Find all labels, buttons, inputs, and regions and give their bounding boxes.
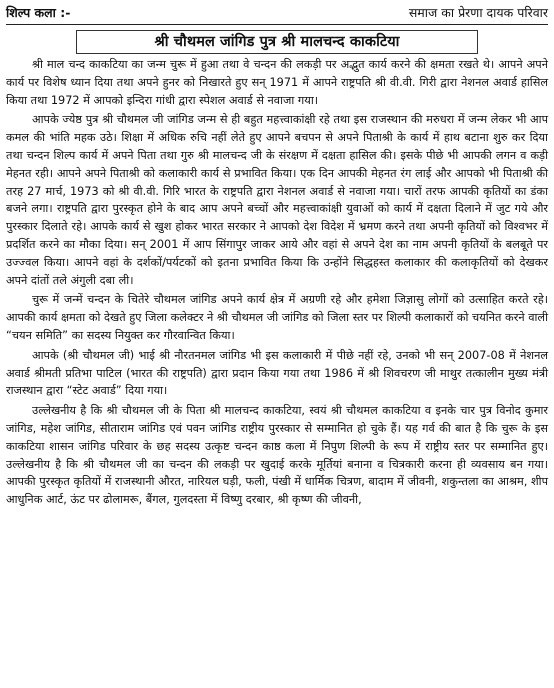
running-header: समाज का प्रेरणा दायक परिवार (408, 5, 548, 20)
page-header (6, 4, 548, 22)
article-title: श्री चौथमल जांगिड पुत्र श्री मालचन्द काकटिया (76, 30, 478, 54)
paragraph-2: आपके ज्येष्ठ पुत्र श्री चौथमल जी जांगिड जन्म से ही बहुत महत्त्वाकांक्षी रहे तथा इस राजस्थान की मरुधरा में जन्म लेकर भी आप कमल की भांति महक उठे। शिक्षा में अधिक रुचि नहीं लेते हुए आपने बचपन से अपने पिताश्री के कार्य में हाथ बटाना शुरु कर दिया तथा चन्दन शिल्प कार्य में अपने पिता तथा गुरु श्री मालचन्द जी के संरक्षण में दक्षता हासिल की। इसके पीछे भी आपकी लगन व कड़ी मेहनत रही। आपने अपने पिताश्री को कलाकारी कार्य से प्रभावित किया। एक दिन आपकी मेहनत रंग लाई और आपको भी पिताश्री की तरह 27 मार्च, 1973 को श्री वी.वी. गिरि भारत के राष्ट्रपति द्वारा नेशनल अवार्ड से नवाजा गया। चारों तरफ आपकी कृतियों का डंका बजने लगा। राष्ट्रपति द्वारा पुरस्कृत होने के बाद आप अपने बच्चों और महत्त्वाकांक्षी युवाओं को कार्य में दक्षता दिलाने में जुट गये और पुरस्कार दिलाते रहे। आपके कार्य से खुश होकर भारत सरकार ने आपको देश विदेश में भ्रमण करने तथा अपनी कृतियों को विश्वभर में प्रदर्शित करने का मौका दिया। सन् 2001 में आप सिंगापुर जाकर आये और वहां से अपने देश का नाम अपनी कृतियों के बलबूते पर उज्ज्वल किया। आपने वहां के दर्शकों/पर्यटकों को इतना प्रभावित किया कि उन्होंने सिद्धहस्त कलाकार की कलाकृतियों को देखकर अपने दांतों तले अंगुली दबा ली। (6, 113, 548, 287)
paragraph-5: उल्लेखनीय है कि श्री चौथमल जी के पिता श्री मालचन्द काकटिया, स्वयं श्री चौथमल काकटिया व इनके चार पुत्र विनोद कुमार जांगिड, महेश जांगिड, सीताराम जांगिड एवं पवन जांगिड राष्ट्रीय पुरस्कार से सम्मानित हो चुके हैं। यह गर्व की बात है कि चुरू के इस काकटिया शासन जांगिड परिवार के छह सदस्य उत्कृष्ट चन्दन काष्ठ कला में निपुण शिल्पी के रूप में राष्ट्रीय स्तर पर सम्मानित हुए। उल्लेखनीय है कि श्री चौथमल जी का चन्दन की लकड़ी पर खुदाई करके मूर्तियां बनाना व चित्रकारी करना ही व्यवसाय बन गया। आपकी पुरस्कृत कृतियों में राजस्थानी औरत, नारियल घड़ी, फली, पंखी में धार्मिक चित्रण, बादाम में जीवनी, शकुन्तला का आश्रम, शीप आधुनिक आर्ट, ऊंट पर ढोलामरू, बैंगल, गुलदस्ता में विष्णु दरबार, श्री कृष्ण की जीवनी, (6, 404, 548, 507)
paragraph-4: आपके (श्री चौथमल जी) भाई श्री नौरतनमल जांगिड भी इस कलाकारी में पीछे नहीं रहे, उनको भी सन् 2007-08 में नेशनल अवार्ड श्रीमती प्रतिभा पाटिल (भारत की राष्ट्रपति) द्वारा प्रदान किया गया तथा 1986 में श्री शिवचरण जी माथुर तत्कालीन मुख्य मंत्री राजस्थान द्वारा “स्टेट अवार्ड” दिया गया। (6, 348, 548, 398)
header-divider (6, 24, 548, 25)
section-label: शिल्प कला :- (6, 5, 71, 20)
paragraph-1: श्री माल चन्द काकटिया का जन्म चुरू में हुआ तथा वे चन्दन की लकड़ी पर अद्भुत कार्य करने की क्षमता रखते थे। आपने अपने कार्य पर विशेष ध्यान दिया तथा अपने हुनर को निखारते हुए सन् 1971 में आपने राष्ट्रपति श्री वी.वी. गिरी द्वारा नेशनल अवार्ड हासिल किया तथा 1972 में आपको इन्दिरा गांधी द्वारा स्पेशल अवार्ड से नवाजा गया। (6, 58, 548, 107)
article-body (6, 56, 548, 509)
paragraph-3: चुरू में जन्में चन्दन के चितेरे चौथमल जांगिड अपने कार्य क्षेत्र में अग्रणी रहे और हमेशा जिज्ञासु लोगों को उत्साहित करते रहे। आपकी कार्य क्षमता को देखते हुए जिला कलेक्टर ने श्री चौथमल जी जांगिड को जिला स्तर पर शिल्पी कलाकारों को चयनित करने वाली “चयन समिति” का सदस्य नियुक्त कर गौरवान्वित किया। (6, 293, 548, 342)
